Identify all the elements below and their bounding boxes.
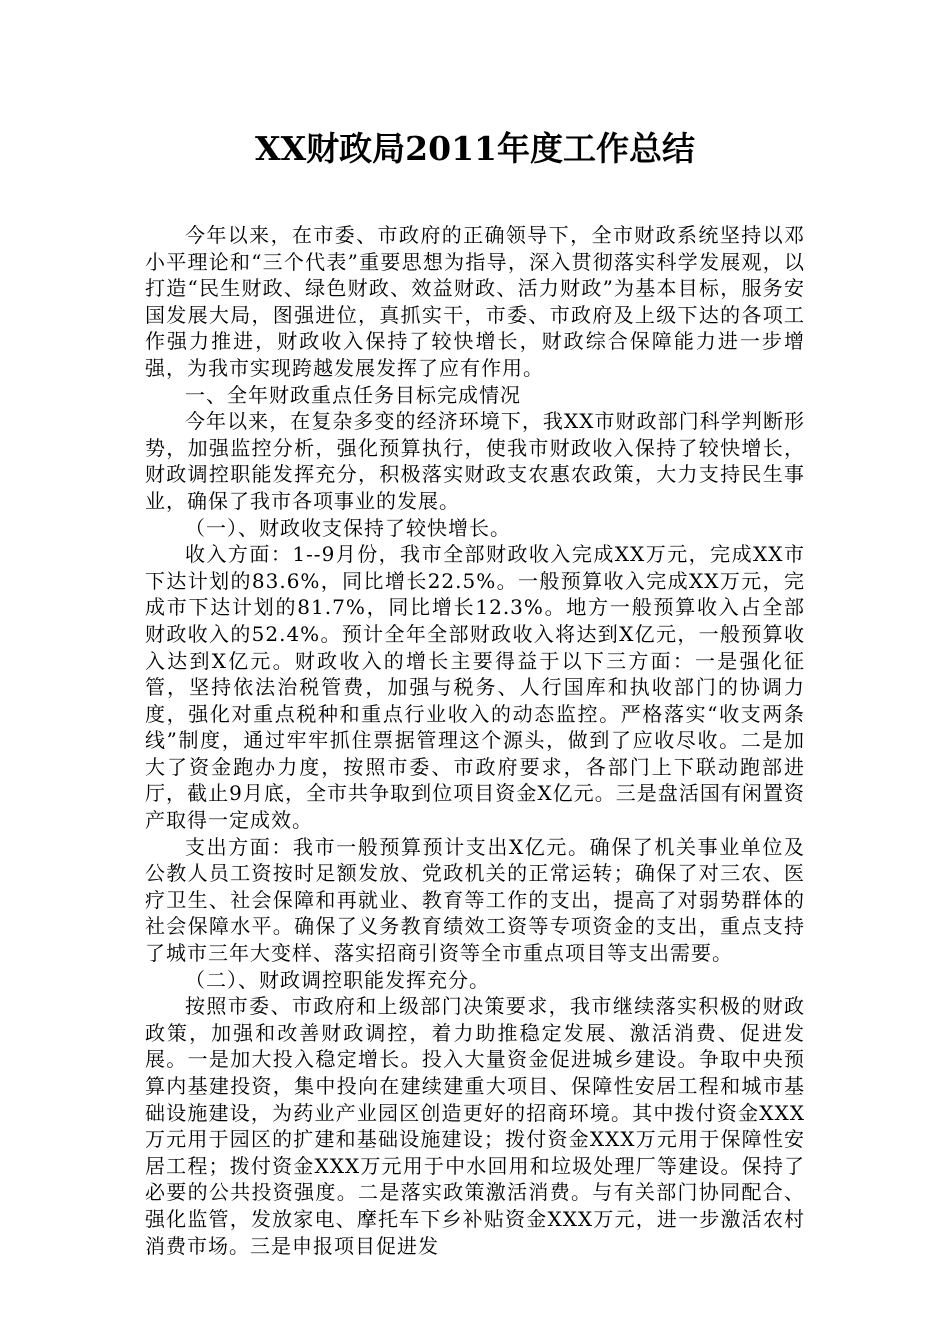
paragraph-intro: 今年以来，在市委、市政府的正确领导下，全市财政系统坚持以邓小平理论和“三个代表”重要思想为指导，深入贯彻落实科学发展观，以打造“民生财政、绿色财政、效益财政、活力财政”为基本目标，服务安国发展大局，图强进位，真抓实干，市委、市政府及上级下达的各项工作强力推进，财政收入保持了较快增长，财政综合保障能力进一步增强，为我市实现跨越发展发挥了应有作用。 [145, 223, 805, 380]
document-title: XX财政局2011年度工作总结 [254, 129, 696, 168]
subsection-heading-2: （二）、财政调控职能发挥充分。 [185, 967, 490, 992]
document-body [145, 222, 805, 1259]
subsection-heading-1: （一）、财政收支保持了较快增长。 [185, 515, 511, 540]
paragraph-overview: 今年以来，在复杂多变的经济环境下，我XX市财政部门科学判断形势，加强监控分析，强化预算执行，使我市财政收入保持了较快增长，财政调控职能发挥充分，积极落实财政支农惠农政策，大力支持民生事业，确保了我市各项事业的发展。 [145, 409, 805, 513]
section-heading-1: 一、全年财政重点任务目标完成情况 [185, 382, 521, 407]
paragraph-regulation: 按照市委、市政府和上级部门决策要求，我市继续落实积极的财政政策，加强和改善财政调控，着力助推稳定发展、激活消费、促进发展。一是加大投入稳定增长。投入大量资金促进城乡建设。争取中央预算内基建投资，集中投向在建续建重大项目、保障性安居工程和城市基础设施建设，为药业产业园区创造更好的招商环境。其中拨付资金XXX万元用于园区的扩建和基础设施建设；拨付资金XXX万元用于保障性安居工程；拨付资金XXX万元用于中水回用和垃圾处理厂等建设。保持了必要的公共投资强度。二是落实政策激活消费。与有关部门协同配合、强化监管，发放家电、摩托车下乡补贴资金XXX万元，进一步激活农村消费市场。三是申报项目促进发 [145, 994, 805, 1258]
paragraph-expenditure: 支出方面：我市一般预算预计支出X亿元。确保了机关事业单位及公教人员工资按时足额发放、党政机关的正常运转；确保了对三农、医疗卫生、社会保障和再就业、教育等工作的支出，提高了对弱势群体的社会保障水平。确保了义务教育绩效工资等专项资金的支出，重点支持了城市三年大变样、落实招商引资等全市重点项目等支出需要。 [145, 834, 805, 966]
paragraph-revenue: 收入方面：1--9月份，我市全部财政收入完成XX万元，完成XX市下达计划的83.6%，同比增长22.5%。一般预算收入完成XX万元，完成市下达计划的81.7%，同比增长12.3%。地方一般预算收入占全部财政收入的52.4%。预计全年全部财政收入将达到X亿元，一般预算收入达到X亿元。财政收入的增长主要得益于以下三方面：一是强化征管，坚持依法治税管费，加强与税务、人行国库和执收部门的协调力度，强化对重点税种和重点行业收入的动态监控。严格落实“收支两条线”制度，通过牢牢抓住票据管理这个源头，做到了应收尽收。二是加大了资金跑办力度，按照市委、市政府要求，各部门上下联动跑部进厅，截止9月底，全市共争取到位项目资金X亿元。三是盘活国有闲置资产取得一定成效。 [145, 542, 805, 833]
